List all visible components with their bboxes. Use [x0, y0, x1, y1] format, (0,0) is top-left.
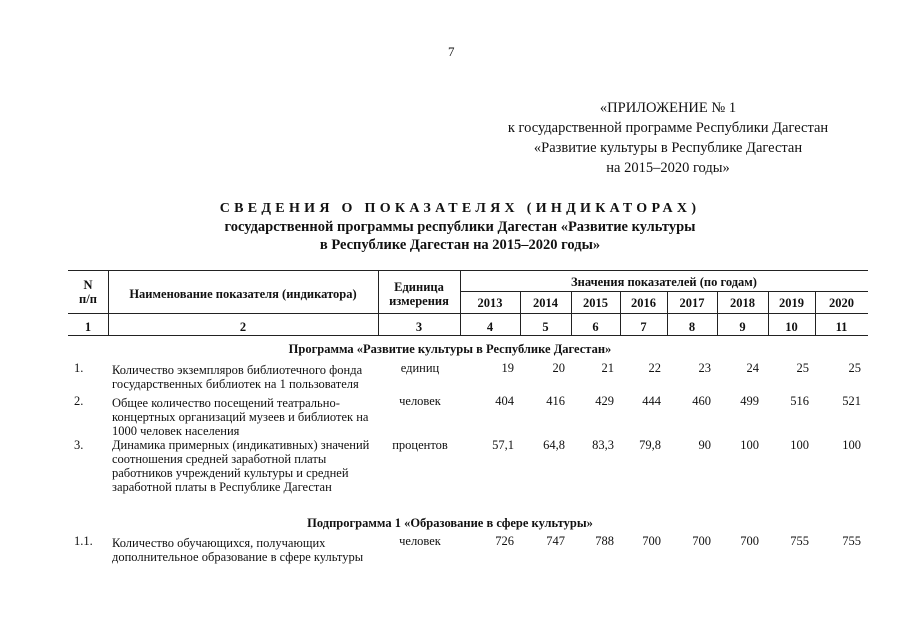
page-number: 7 — [448, 44, 455, 59]
row-number: 1.1. — [74, 534, 93, 548]
column-number: 3 — [415, 320, 423, 334]
column-number: 5 — [542, 320, 549, 334]
header-year: 2013 — [477, 296, 503, 310]
header-unit-line-1: Единица — [394, 280, 444, 294]
appendix-line-3: «Развитие культуры в Республике Дагестан — [533, 140, 803, 156]
colnum-bottom-border — [68, 335, 868, 336]
row-value: 20 — [552, 361, 565, 375]
column-number: 1 — [84, 320, 92, 334]
header-bottom-border — [68, 313, 868, 314]
section-heading: Программа «Развитие культуры в Республике Дагестан» — [288, 342, 612, 356]
row-unit: процентов — [392, 438, 448, 452]
row-value: 404 — [495, 394, 514, 408]
title-line-3: в Республике Дагестан на 2015–2020 годы» — [319, 237, 601, 253]
header-year: 2020 — [829, 296, 854, 310]
row-value: 100 — [790, 438, 809, 452]
row-value: 25 — [796, 361, 809, 375]
document-title — [150, 200, 770, 254]
row-value: 499 — [740, 394, 759, 408]
header-year: 2016 — [631, 296, 656, 310]
row-value: 100 — [740, 438, 759, 452]
row-unit: единиц — [400, 361, 440, 375]
header-unit — [378, 280, 460, 308]
appendix-line-2: к государственной программе Республики Дагестан — [507, 120, 829, 136]
row-value: 429 — [595, 394, 614, 408]
header-name: Наименование показателя (индикатора) — [129, 287, 357, 301]
appendix-line-4: на 2015–2020 годы» — [606, 160, 730, 176]
appendix-line-1: «ПРИЛОЖЕНИЕ № 1 — [599, 100, 737, 116]
header-values-group: Значения показателей (по годам) — [571, 275, 757, 289]
row-value: 21 — [601, 361, 614, 375]
row-value: 79,8 — [639, 438, 661, 452]
row-value: 700 — [740, 534, 759, 548]
row-value: 726 — [495, 534, 514, 548]
row-value: 521 — [842, 394, 861, 408]
row-number: 3. — [74, 438, 84, 452]
column-number: 7 — [640, 320, 647, 334]
year-header-divider — [460, 291, 868, 292]
row-number: 1. — [74, 361, 84, 375]
header-year: 2015 — [583, 296, 608, 310]
column-number: 8 — [688, 320, 696, 334]
row-indicator-name: Количество экземпляров библиотечного фонда государственных библиотек на 1 пользователя — [112, 363, 363, 391]
row-value: 416 — [546, 394, 565, 408]
row-value: 755 — [790, 534, 809, 548]
column-number: 2 — [239, 320, 247, 334]
column-number: 4 — [486, 320, 494, 334]
row-indicator-name: Общее количество посещений театрально-концертных организаций музеев и библиотек на 1000 человек населения — [112, 396, 369, 438]
column-number: 9 — [739, 320, 746, 334]
header-year: 2019 — [779, 296, 804, 310]
title-line-1: СВЕДЕНИЯ О ПОКАЗАТЕЛЯХ (ИНДИКАТОРАХ) — [219, 201, 701, 216]
row-value: 83,3 — [592, 438, 614, 452]
row-value: 24 — [746, 361, 759, 375]
row-value: 460 — [692, 394, 711, 408]
header-unit-line-2: измерения — [389, 294, 449, 308]
header-year: 2018 — [730, 296, 755, 310]
row-value: 444 — [642, 394, 661, 408]
row-value: 22 — [648, 361, 661, 375]
row-number: 2. — [74, 394, 84, 408]
row-value: 700 — [692, 534, 711, 548]
row-value: 755 — [842, 534, 861, 548]
row-value: 25 — [848, 361, 861, 375]
header-no — [68, 278, 108, 306]
column-number: 11 — [835, 320, 848, 334]
column-number: 10 — [785, 320, 798, 334]
row-value: 57,1 — [492, 438, 514, 452]
row-value: 100 — [842, 438, 861, 452]
row-value: 516 — [790, 394, 809, 408]
row-value: 747 — [546, 534, 565, 548]
appendix-block — [490, 98, 846, 178]
row-indicator-name: Количество обучающихся, получающих дополнительное образование в сфере культуры — [112, 536, 364, 564]
header-no-line-2: п/п — [79, 292, 97, 306]
row-value: 23 — [698, 361, 711, 375]
header-no-line-1: N — [83, 278, 93, 292]
title-line-2: государственной программы республики Дагестан «Развитие культуры — [224, 219, 696, 235]
section-heading: Подпрограмма 1 «Образование в сфере культуры» — [307, 516, 593, 530]
row-value: 19 — [501, 361, 514, 375]
row-indicator-name: Динамика примерных (индикативных) значений соотношения средней заработной платы работников учреждений культуры и средней заработной платы в Республике Дагестан — [112, 438, 370, 494]
row-unit: человек — [399, 394, 441, 408]
header-year: 2014 — [533, 296, 558, 310]
column-number: 6 — [592, 320, 599, 334]
row-value: 64,8 — [543, 438, 565, 452]
header-year: 2017 — [679, 296, 705, 310]
row-value: 90 — [698, 438, 711, 452]
row-value: 788 — [595, 534, 614, 548]
table-top-border — [68, 270, 868, 271]
row-unit: человек — [399, 534, 441, 548]
row-value: 700 — [642, 534, 661, 548]
